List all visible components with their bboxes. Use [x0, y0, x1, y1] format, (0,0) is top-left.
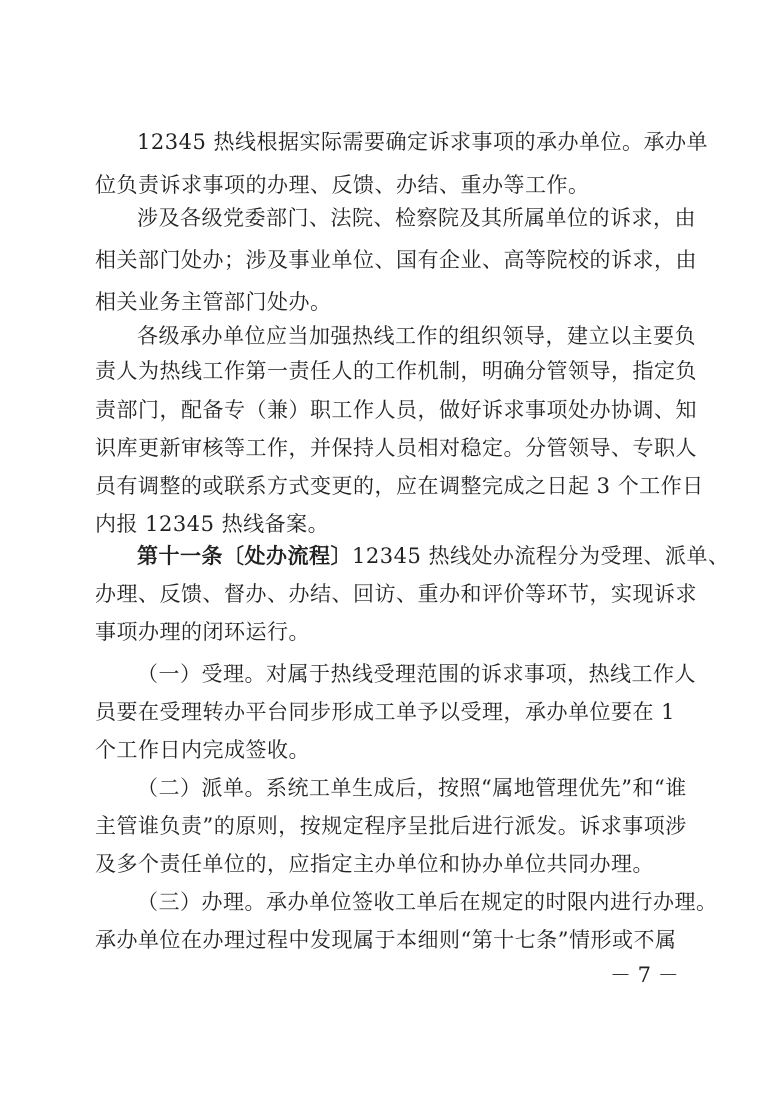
paragraph-line: 员有调整的或联系方式变更的，应在调整完成之日起 3 个工作日	[95, 474, 704, 498]
page-number: － 7 －	[610, 963, 679, 987]
paragraph-line: （三）办理。承办单位签收工单后在规定的时限内进行办理。	[137, 890, 718, 914]
paragraph-line: 责部门，配备专（兼）职工作人员，做好诉求事项处办协调、知	[95, 398, 697, 422]
paragraph-line: 事项办理的闭环运行。	[95, 620, 310, 644]
paragraph-line: （一）受理。对属于热线受理范围的诉求事项，热线工作人	[137, 662, 696, 686]
paragraph-line: 及多个责任单位的，应指定主办单位和协办单位共同办理。	[95, 852, 654, 876]
paragraph-line: 主管谁负责”的原则，按规定程序呈批后进行派发。诉求事项涉	[95, 814, 687, 838]
paragraph-line: （二）派单。系统工单生成后，按照“属地管理优先”和“谁	[137, 776, 687, 800]
paragraph-line: 相关部门处办；涉及事业单位、国有企业、高等院校的诉求，由	[95, 248, 697, 272]
paragraph-line	[137, 541, 730, 571]
article-heading: 第十一条〔处办流程〕	[137, 543, 352, 568]
paragraph-line: 涉及各级党委部门、法院、检察院及其所属单位的诉求，由	[137, 206, 696, 230]
paragraph-line: 员要在受理转办平台同步形成工单予以受理，承办单位要在 1	[95, 700, 676, 724]
paragraph-line: 个工作日内完成签收。	[95, 738, 310, 762]
article-text: 12345 热线处办流程分为受理、派单、	[352, 544, 730, 568]
paragraph-line: 识库更新审核等工作，并保持人员相对稳定。分管领导、专职人	[95, 436, 697, 460]
paragraph-line: 各级承办单位应当加强热线工作的组织领导，建立以主要负	[137, 324, 696, 348]
paragraph-line: 办理、反馈、督办、办结、回访、重办和评价等环节，实现诉求	[95, 582, 697, 606]
paragraph-line: 位负责诉求事项的办理、反馈、办结、重办等工作。	[95, 173, 590, 197]
paragraph-line: 内报 12345 热线备案。	[95, 512, 330, 536]
paragraph-line: 相关业务主管部门处办。	[95, 290, 332, 314]
paragraph-line: 承办单位在办理过程中发现属于本细则“第十七条”情形或不属	[95, 928, 677, 952]
paragraph-line: 12345 热线根据实际需要确定诉求事项的承办单位。承办单	[137, 130, 708, 154]
paragraph-line: 责人为热线工作第一责任人的工作机制，明确分管领导，指定负	[95, 359, 697, 383]
